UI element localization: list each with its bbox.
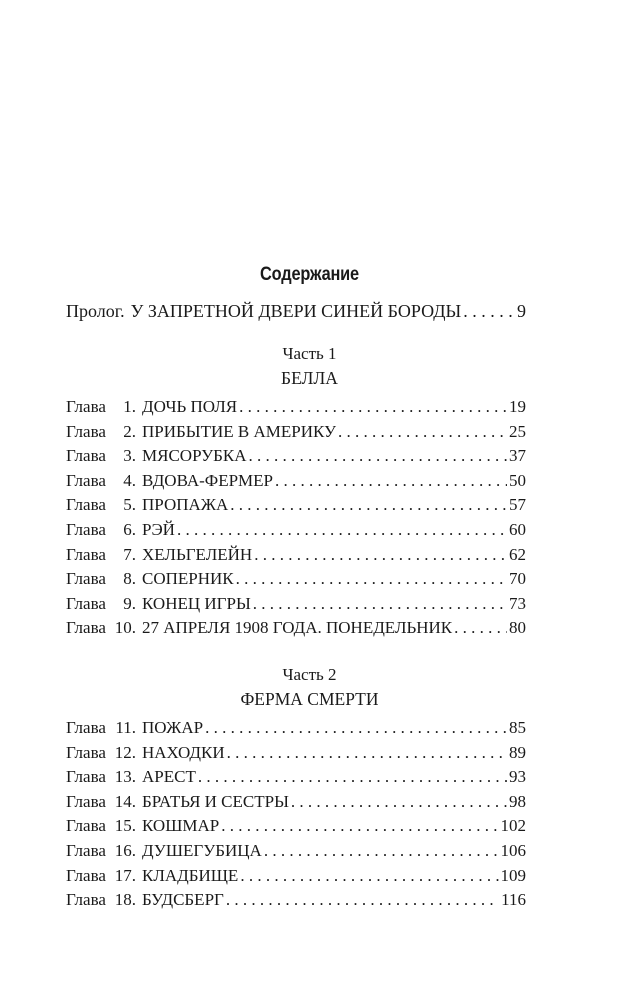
- dot-leader: [463, 301, 515, 322]
- dot-leader: [205, 718, 507, 738]
- chapter-entry[interactable]: [66, 841, 526, 866]
- chapter-number: 3.: [123, 446, 136, 466]
- chapter-page: 60: [509, 519, 526, 539]
- chapter-entry[interactable]: [66, 792, 526, 817]
- chapter-word: Глава: [66, 618, 106, 638]
- dot-leader: [264, 841, 499, 861]
- chapter-entry[interactable]: [66, 545, 526, 570]
- chapter-word: Глава: [66, 865, 106, 885]
- chapter-word: Глава: [66, 470, 106, 490]
- chapter-entry[interactable]: [66, 890, 526, 915]
- chapter-number: 11.: [115, 718, 136, 737]
- chapter-word: Глава: [66, 840, 106, 860]
- chapter-entry[interactable]: [66, 743, 526, 768]
- chapter-number: 16.: [114, 840, 136, 860]
- dot-leader: [226, 890, 499, 910]
- chapter-entry[interactable]: [66, 495, 526, 520]
- chapter-entry[interactable]: [66, 618, 526, 643]
- chapter-title: АРЕСТ: [142, 767, 196, 787]
- toc-title: Содержание: [260, 264, 359, 285]
- chapter-word: Глава: [66, 544, 106, 564]
- part-name: БЕЛЛА: [281, 368, 338, 388]
- part-number: Часть 2: [282, 665, 337, 684]
- dot-leader: [177, 520, 507, 540]
- chapter-page: 37: [509, 446, 526, 466]
- chapter-title: КОШМАР: [142, 816, 220, 836]
- chapter-page: 19: [509, 397, 526, 416]
- chapter-number: 13.: [114, 767, 136, 787]
- chapter-word: Глава: [66, 495, 106, 515]
- dot-leader: [227, 743, 507, 763]
- chapter-page: 62: [509, 544, 526, 564]
- chapter-entry[interactable]: [66, 520, 526, 545]
- chapter-word: Глава: [66, 519, 106, 539]
- chapter-title: БРАТЬЯ И СЕСТРЫ: [142, 791, 289, 811]
- chapter-number: 14.: [114, 791, 136, 811]
- part-1-heading: [0, 343, 619, 389]
- dot-leader: [221, 816, 498, 836]
- dot-leader: [454, 618, 507, 638]
- chapter-entry[interactable]: [66, 446, 526, 471]
- chapter-title: ПОЖАР: [142, 718, 204, 737]
- chapter-page: 70: [509, 569, 526, 589]
- chapter-page: 80: [509, 618, 526, 638]
- part-name: ФЕРМА СМЕРТИ: [240, 689, 379, 709]
- chapter-word: Глава: [66, 742, 106, 762]
- chapter-entry[interactable]: [66, 569, 526, 594]
- chapter-title: КЛАДБИЩЕ: [142, 865, 239, 885]
- chapter-word: Глава: [66, 421, 106, 441]
- chapter-title: РЭЙ: [142, 519, 175, 539]
- chapter-entry[interactable]: [66, 397, 526, 422]
- part-1-chapter-list: [66, 397, 526, 643]
- chapter-number: 12.: [114, 742, 136, 762]
- chapter-page: 57: [509, 495, 526, 515]
- chapter-number: 8.: [123, 569, 136, 589]
- dot-leader: [249, 446, 507, 466]
- chapter-word: Глава: [66, 593, 106, 613]
- chapter-page: 50: [509, 470, 526, 490]
- chapter-page: 25: [509, 421, 526, 441]
- chapter-page: 116: [501, 890, 526, 910]
- chapter-entry[interactable]: [66, 718, 526, 743]
- chapter-number: 9.: [123, 593, 136, 613]
- chapter-page: 93: [509, 767, 526, 787]
- chapter-title: СОПЕРНИК: [142, 569, 234, 589]
- dot-leader: [254, 545, 507, 565]
- chapter-entry[interactable]: [66, 816, 526, 841]
- chapter-number: 15.: [114, 816, 136, 836]
- dot-leader: [338, 422, 507, 442]
- prologue-entry[interactable]: [66, 301, 526, 322]
- part-number: Часть 1: [282, 344, 337, 363]
- chapter-title: НАХОДКИ: [142, 742, 225, 762]
- chapter-number: 18.: [114, 890, 136, 910]
- part-2-chapter-list: [66, 718, 526, 915]
- dot-leader: [236, 569, 507, 589]
- chapter-word: Глава: [66, 446, 106, 466]
- prologue-label: Пролог.: [66, 301, 125, 321]
- chapter-page: 106: [500, 840, 526, 860]
- chapter-number: 6.: [123, 519, 136, 539]
- chapter-word: Глава: [66, 569, 106, 589]
- chapter-page: 73: [509, 593, 526, 613]
- dot-leader: [275, 471, 507, 491]
- dot-leader: [198, 767, 507, 787]
- chapter-entry[interactable]: [66, 767, 526, 792]
- chapter-title: КОНЕЦ ИГРЫ: [142, 593, 251, 613]
- prologue-title: У ЗАПРЕТНОЙ ДВЕРИ СИНЕЙ БОРОДЫ: [130, 301, 462, 321]
- chapter-number: 1.: [123, 397, 136, 416]
- prologue-page: 9: [517, 301, 526, 321]
- chapter-title: 27 АПРЕЛЯ 1908 ГОДА. ПОНЕДЕЛЬНИК: [142, 618, 453, 638]
- chapter-word: Глава: [66, 718, 106, 737]
- chapter-title: ПРОПАЖА: [142, 495, 229, 515]
- chapter-title: ПРИБЫТИЕ В АМЕРИКУ: [142, 421, 337, 441]
- dot-leader: [239, 397, 507, 417]
- chapter-entry[interactable]: [66, 866, 526, 891]
- part-2-heading: [0, 664, 619, 710]
- chapter-number: 10.: [114, 618, 136, 638]
- chapter-number: 5.: [123, 495, 136, 515]
- chapter-page: 109: [500, 865, 526, 885]
- chapter-number: 4.: [123, 470, 136, 490]
- chapter-page: 98: [509, 791, 526, 811]
- chapter-word: Глава: [66, 791, 106, 811]
- chapter-number: 2.: [123, 421, 136, 441]
- chapter-page: 89: [509, 742, 526, 762]
- chapter-word: Глава: [66, 890, 106, 910]
- chapter-entry[interactable]: [66, 471, 526, 496]
- chapter-title: ДОЧЬ ПОЛЯ: [142, 397, 238, 416]
- chapter-title: ХЕЛЬГЕЛЕЙН: [142, 544, 253, 564]
- dot-leader: [291, 792, 507, 812]
- chapter-title: БУДСБЕРГ: [142, 890, 224, 910]
- chapter-word: Глава: [66, 767, 106, 787]
- dot-leader: [240, 866, 498, 886]
- dot-leader: [253, 594, 507, 614]
- chapter-word: Глава: [66, 816, 106, 836]
- chapter-word: Глава: [66, 397, 106, 416]
- chapter-page: 102: [500, 816, 526, 836]
- chapter-number: 7.: [123, 544, 136, 564]
- chapter-entry[interactable]: [66, 594, 526, 619]
- chapter-title: МЯСОРУБКА: [142, 446, 247, 466]
- chapter-entry[interactable]: [66, 422, 526, 447]
- chapter-title: ДУШЕГУБИЦА: [142, 840, 262, 860]
- chapter-page: 85: [509, 718, 526, 737]
- dot-leader: [230, 495, 507, 515]
- chapter-number: 17.: [114, 865, 136, 885]
- chapter-title: ВДОВА-ФЕРМЕР: [142, 470, 273, 490]
